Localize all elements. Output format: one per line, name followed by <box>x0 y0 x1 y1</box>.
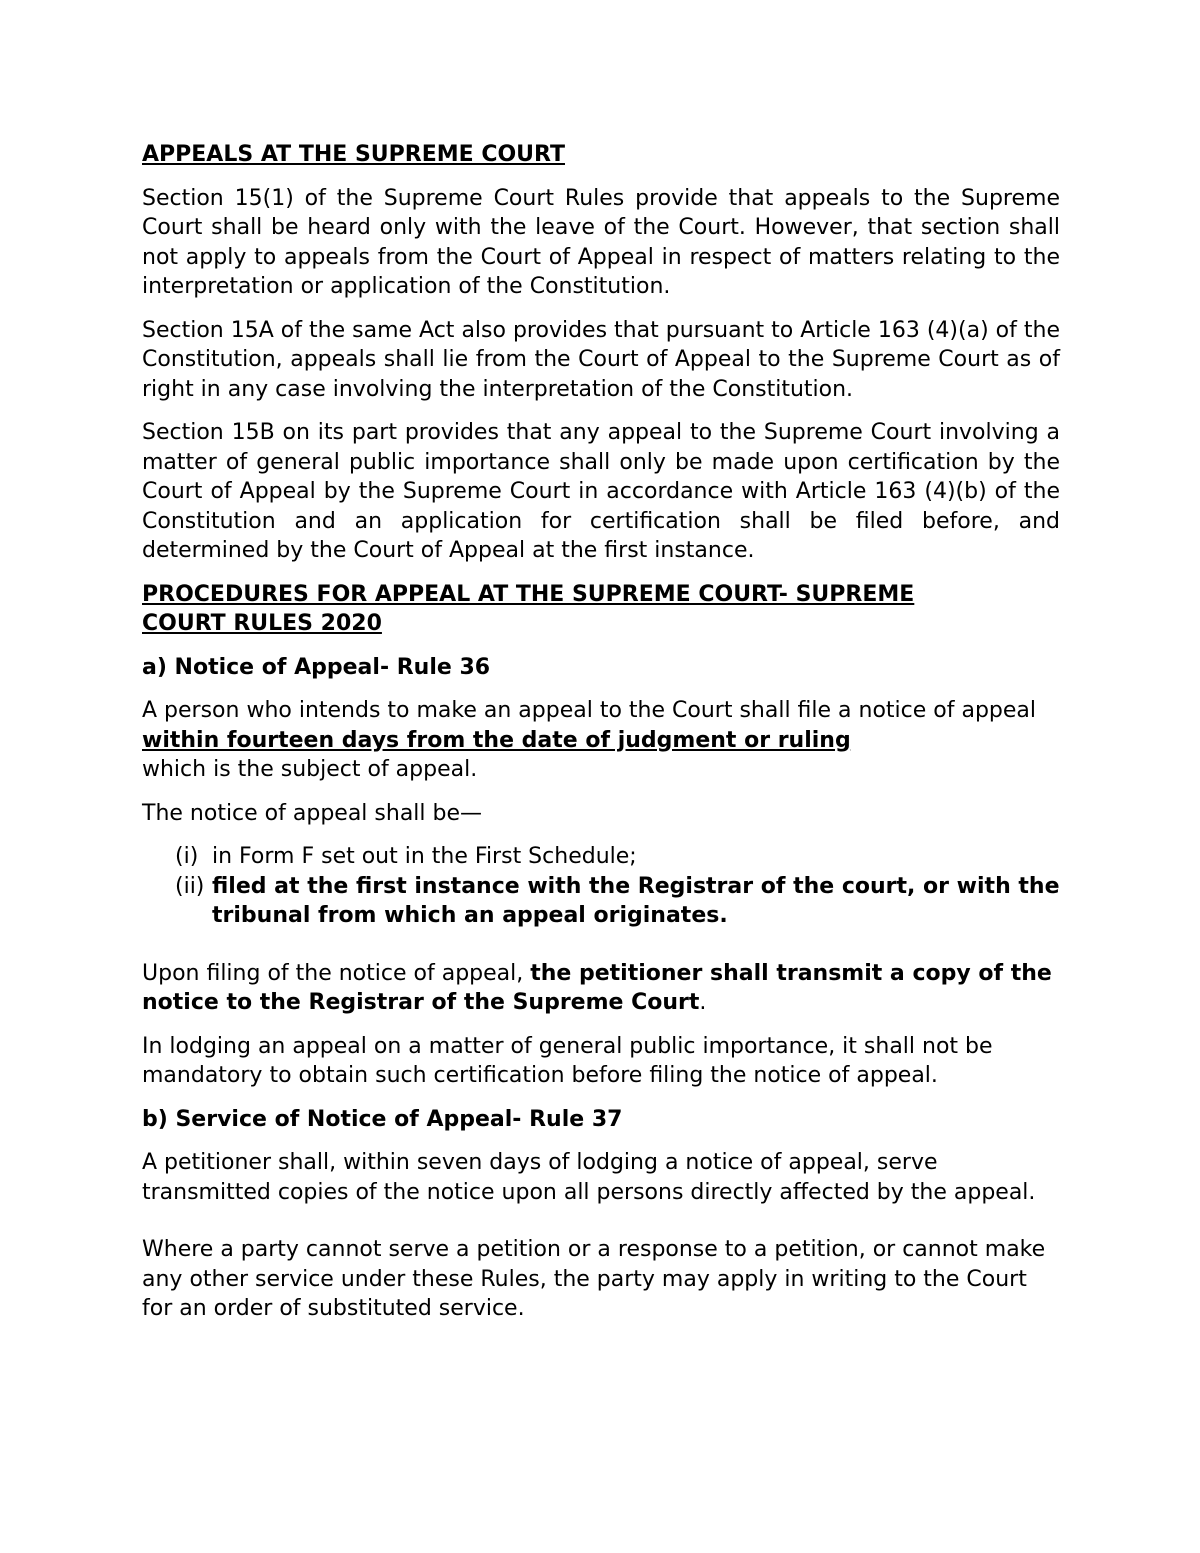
paragraph-notice-shall-be: The notice of appeal shall be— <box>142 800 483 826</box>
notice-text-start: A person who intends to make an appeal to the Court shall file a notice of appeal <box>142 698 1037 723</box>
paragraph-general-importance: In lodging an appeal on a matter of general public importance, it shall not be mandatory to obtain such certification before filing the notice of appeal. <box>142 1033 993 1088</box>
list-item-number: (i) <box>175 844 199 869</box>
page-title: APPEALS AT THE SUPREME COURT <box>142 142 565 167</box>
paragraph-section-15b: Section 15B on its part provides that any appeal to the Supreme Court involving a matter of general public importance shall only be made upon certification by the Court of Appeal by the Supreme Court in accordance with Article 163 (4)(b) of the Constitution and an application for certification shall be filed before, and determined by the Court of Appeal at the first instance. <box>142 420 1060 563</box>
notice-deadline-emphasis: within fourteen days from the date of judgment or ruling <box>142 727 851 753</box>
paragraph-section-15a: Section 15A of the same Act also provides that pursuant to Article 163 (4)(a) of the Constitution, appeals shall lie from the Court of Appeal to the Supreme Court as of right in any case involving the interpretation of the Constitution. <box>142 317 1060 402</box>
list-item <box>142 872 1060 931</box>
notice-requirements-list <box>142 842 1060 931</box>
paragraph-notice-of-appeal <box>142 696 1060 785</box>
section-b-heading: b) Service of Notice of Appeal- Rule 37 <box>142 1106 623 1132</box>
procedures-heading-line2: COURT RULES 2020 <box>142 611 382 636</box>
document-body <box>142 140 1060 1338</box>
section-a-heading: a) Notice of Appeal- Rule 36 <box>142 654 491 680</box>
upon-filing-end: . <box>699 990 707 1015</box>
upon-filing-emphasis: the petitioner shall transmit a copy of the notice to the Registrar of the Supreme Court <box>142 960 1052 1015</box>
list-item-text: filed at the first instance with the Registrar of the court, or with the tribunal from which an appeal originates. <box>212 873 1060 928</box>
paragraph-substituted-service: Where a party cannot serve a petition or a response to a petition, or cannot make any other service under these Rules, the party may apply in writing to the Court for an order of substituted service. <box>142 1237 1046 1321</box>
procedures-heading <box>142 580 1060 639</box>
procedures-heading-line1: PROCEDURES FOR APPEAL AT THE SUPREME COURT- SUPREME <box>142 581 915 607</box>
upon-filing-start: Upon filing of the notice of appeal, <box>142 960 531 986</box>
paragraph-section-15: Section 15(1) of the Supreme Court Rules provide that appeals to the Supreme Court shall be heard only with the leave of the Court. However, that section shall not apply to appeals from the Court of Appeal in respect of matters relating to the interpretation or application of the Constitution. <box>142 185 1060 299</box>
list-item-number: (ii) <box>175 873 205 899</box>
list-item-text: in Form F set out in the First Schedule; <box>212 844 637 869</box>
paragraph-upon-filing <box>142 959 1060 1018</box>
notice-text-end: which is the subject of appeal. <box>142 757 478 782</box>
paragraph-service: A petitioner shall, within seven days of lodging a notice of appeal, serve transmitted copies of the notice upon all persons directly affected by the appeal. <box>142 1150 1036 1205</box>
list-item <box>142 842 1060 872</box>
